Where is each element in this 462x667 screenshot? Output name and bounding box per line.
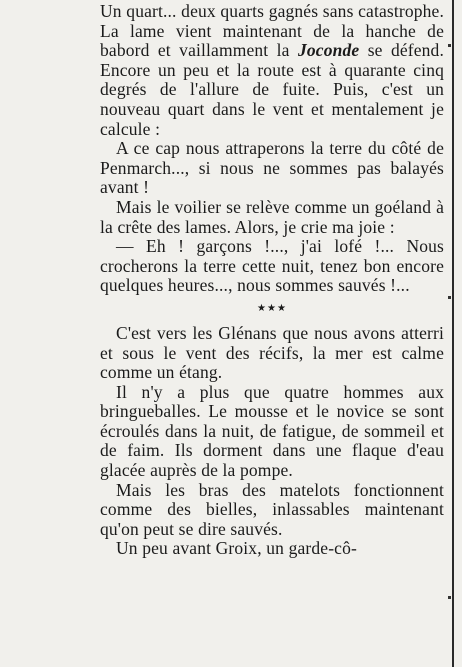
separator-stars: ★★★ — [257, 302, 287, 314]
paragraph-7: Mais les bras des matelots fonctionnent comme des bielles, inlassables maintenant qu'on peut se dire sauvés. — [100, 479, 444, 539]
paragraph-8: Un peu avant Groix, un garde-cô- — [116, 538, 357, 559]
section-separator — [100, 304, 444, 314]
print-speck — [448, 596, 451, 599]
paragraph-3: Mais le voilier se relève comme un goéland à la crête des lames. Alors, je crie ma joie : — [100, 196, 444, 237]
paragraph-4-dialogue: — Eh ! garçons !..., j'ai lofé !... Nous crocherons la terre cette nuit, tenez bon encore quelques heures..., nous sommes sauvés !... — [100, 236, 444, 296]
ship-name: Joconde — [297, 40, 360, 61]
paragraph-2: A ce cap nous attraperons la terre du côté de Penmarch..., si nous ne sommes pas balayés avant ! — [100, 138, 444, 198]
print-speck — [448, 296, 451, 299]
article-column — [100, 2, 444, 559]
print-speck — [448, 44, 451, 47]
paragraph-1-start: Un quart... deux quarts gagnés sans catastrophe. La lame vient maintenant de la hanche de babord et vaillamment la — [100, 1, 444, 61]
paragraph-6: Il n'y a plus que quatre hommes aux bringueballes. Le mousse et le novice se sont écroulés dans la nuit, de fatigue, de sommeil et de faim. Ils dorment dans une flaque d'eau glacée auprès de la pompe. — [100, 381, 444, 481]
column-rule — [452, 0, 454, 667]
paragraph-1 — [100, 2, 444, 139]
paragraph-5: C'est vers les Glénans que nous avons atterri et sous le vent des récifs, la mer est calme comme un étang. — [100, 322, 444, 383]
paragraph-1-end: se défend. Encore un peu et la route est à quarante cinq degrés de l'allure de fuite. Puis, c'est un nouveau quart dans le vent et mentalement je calcule : — [100, 40, 444, 139]
